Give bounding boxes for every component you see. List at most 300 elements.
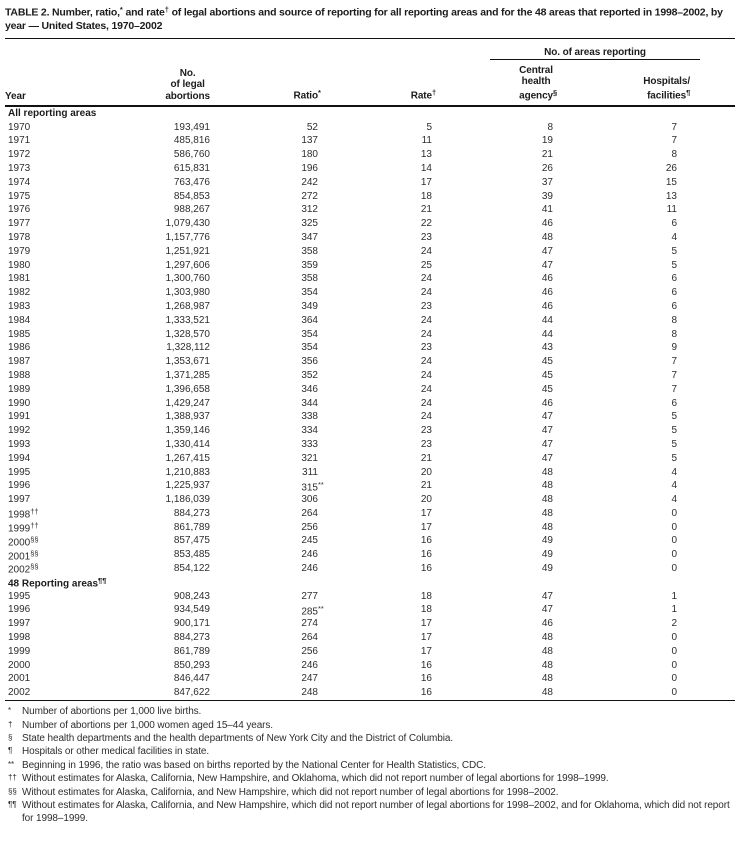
table-row	[5, 631, 735, 645]
year-cell: 1970	[8, 121, 31, 133]
abortions-cell: 586,760	[173, 149, 210, 161]
year-cell: 1981	[8, 273, 31, 285]
ratio-cell: 180	[301, 149, 318, 161]
rate-cell: 21	[420, 452, 432, 464]
central-agency-cell: 48	[541, 632, 553, 644]
rate-cell: 24	[420, 328, 432, 340]
title-dagger-marker: †	[164, 5, 169, 14]
ratio-cell: 321	[301, 452, 318, 464]
year-cell: 1978	[8, 231, 31, 243]
hospitals-cell: 5	[671, 438, 677, 450]
central-agency-cell: 48	[541, 494, 553, 506]
abortions-cell: 1,429,247	[165, 397, 210, 409]
abortions-cell: 988,267	[173, 204, 210, 216]
rate-cell: 16	[420, 549, 432, 561]
central-agency-cell: 47	[541, 245, 553, 257]
table-row	[5, 190, 735, 204]
table-row	[5, 355, 735, 369]
central-agency-cell: 21	[541, 149, 553, 161]
rate-cell: 24	[420, 411, 432, 423]
year-cell: 1996	[8, 604, 31, 616]
year-cell: 1971	[8, 135, 31, 147]
ratio-cell: 338	[301, 411, 318, 423]
central-agency-cell: 47	[541, 411, 553, 423]
central-agency-cell: 45	[541, 356, 553, 368]
table-row	[5, 659, 735, 673]
year-cell: 1979	[8, 245, 31, 257]
section-header-row	[5, 106, 735, 121]
ratio-cell: 354	[301, 328, 318, 340]
ratio-cell: 274	[301, 618, 318, 630]
year-cell: 1993	[8, 438, 31, 450]
central-agency-cell: 47	[541, 452, 553, 464]
hospitals-cell: 9	[671, 342, 677, 354]
year-cell: 1974	[8, 176, 31, 188]
table-row	[5, 134, 735, 148]
table-body	[5, 106, 735, 701]
abortions-cell: 1,225,937	[165, 480, 210, 492]
rate-cell: 20	[420, 466, 432, 478]
rate-cell: 17	[420, 521, 432, 533]
hospitals-cell: 5	[671, 259, 677, 271]
ratio-cell: 246	[301, 549, 318, 561]
ratio-cell: 285**	[301, 603, 324, 618]
abortions-cell: 884,273	[173, 507, 210, 519]
central-agency-cell: 48	[541, 507, 553, 519]
rate-cell: 21	[420, 204, 432, 216]
ratio-cell: 52	[306, 121, 318, 133]
footnote-text: Beginning in 1996, the ratio was based on births reported by the National Center for Health Statistics, CDC.	[22, 759, 486, 771]
abortions-cell: 847,622	[173, 687, 210, 699]
abortions-cell: 934,549	[173, 604, 210, 616]
footnote-marker: §§	[8, 786, 17, 796]
column-header-year: Year	[5, 65, 150, 106]
footnote-text: Number of abortions per 1,000 women aged 15–44 years.	[22, 719, 273, 731]
ratio-cell: 333	[301, 438, 318, 450]
hospitals-cell: 7	[671, 383, 677, 395]
table-row	[5, 604, 735, 618]
abortions-cell: 1,297,606	[165, 259, 210, 271]
central-header-line: Central	[519, 64, 553, 76]
hospitals-cell: 7	[671, 356, 677, 368]
hospitals-cell: 0	[671, 632, 677, 644]
section-header-row	[5, 576, 735, 590]
central-header-line: agency	[519, 90, 553, 102]
central-agency-cell: 26	[541, 162, 553, 174]
abortions-cell: 1,353,671	[165, 356, 210, 368]
footnote	[5, 759, 733, 772]
year-cell: 1997	[8, 494, 31, 506]
year-cell: 1992	[8, 425, 31, 437]
year-cell: 1973	[8, 162, 31, 174]
ratio-cell: 248	[301, 687, 318, 699]
data-table	[5, 39, 735, 702]
section-label-marker: ¶¶	[98, 576, 107, 586]
ratio-cell: 137	[301, 135, 318, 147]
hospitals-cell: 7	[671, 121, 677, 133]
abortions-cell: 1,268,987	[165, 300, 210, 312]
hospitals-cell: 0	[671, 563, 677, 575]
hospitals-cell: 15	[665, 176, 677, 188]
column-header-row	[5, 65, 735, 106]
title-text: and rate	[122, 6, 165, 19]
abortions-cell: 1,251,921	[165, 245, 210, 257]
hospitals-cell: 0	[671, 687, 677, 699]
hospitals-cell: 5	[671, 245, 677, 257]
hospitals-cell: 1	[671, 604, 677, 616]
ratio-cell: 256	[301, 645, 318, 657]
central-agency-cell: 19	[541, 135, 553, 147]
table-row	[5, 617, 735, 631]
rate-cell: 11	[421, 135, 432, 147]
year-cell: 1994	[8, 452, 31, 464]
abortions-cell: 1,388,937	[165, 411, 210, 423]
table-row	[5, 466, 735, 480]
hospitals-cell: 7	[671, 135, 677, 147]
rate-cell: 18	[420, 590, 432, 602]
ratio-cell: 242	[301, 176, 318, 188]
central-agency-cell: 46	[541, 300, 553, 312]
table-row	[5, 203, 735, 217]
spanner-label	[490, 47, 700, 60]
hospitals-cell: 0	[671, 507, 677, 519]
central-agency-cell: 47	[541, 590, 553, 602]
ratio-cell: 306	[301, 494, 318, 506]
abortions-cell: 1,079,430	[165, 218, 210, 230]
ratio-cell: 334	[301, 425, 318, 437]
rate-cell: 23	[420, 231, 432, 243]
year-cell: 2000	[8, 659, 31, 671]
rate-cell: 16	[420, 563, 432, 575]
table-row	[5, 272, 735, 286]
ratio-cell: 356	[301, 356, 318, 368]
ratio-cell: 359	[301, 259, 318, 271]
abortions-cell: 900,171	[173, 618, 210, 630]
footnote-marker: §	[8, 732, 13, 742]
spanner-spacer	[5, 39, 434, 65]
table-row	[5, 286, 735, 300]
rate-cell: 16	[420, 687, 432, 699]
year-marker: ††	[30, 520, 39, 530]
table-row	[5, 300, 735, 314]
hospitals-cell: 5	[671, 411, 677, 423]
ratio-cell: 358	[301, 273, 318, 285]
table-row	[5, 493, 735, 507]
abortions-cell: 1,371,285	[165, 369, 210, 381]
year-cell: 1999††	[8, 520, 39, 535]
hospitals-cell: 5	[671, 452, 677, 464]
spanner-header	[434, 39, 735, 65]
central-agency-cell: 44	[541, 328, 553, 340]
central-agency-cell: 48	[541, 645, 553, 657]
footnote-text: Without estimates for Alaska, California, and New Hampshire, which did not report number of legal abortions for 1998–2002.	[22, 786, 559, 798]
table-row	[5, 176, 735, 190]
spanner-label-text: No. of areas reporting	[544, 46, 646, 58]
ratio-cell: 347	[301, 231, 318, 243]
hospitals-cell: 4	[671, 494, 677, 506]
table-row	[5, 562, 735, 576]
central-agency-cell: 45	[541, 369, 553, 381]
footnote	[5, 799, 733, 826]
column-header-rate: Rate†	[320, 65, 434, 106]
central-agency-cell: 44	[541, 314, 553, 326]
central-agency-cell: 46	[541, 397, 553, 409]
rate-cell: 21	[420, 480, 432, 492]
year-marker: §§	[30, 534, 39, 544]
table-row	[5, 590, 735, 604]
title-text: of legal abortions and source of reporting for all reporting areas and for the 48 areas that reported in 1998–2002, by year — United States, 1970–2002	[5, 6, 723, 32]
rate-cell: 22	[420, 218, 432, 230]
central-agency-cell: 37	[541, 176, 553, 188]
table-row	[5, 548, 735, 562]
hospitals-cell: 5	[671, 425, 677, 437]
abortions-cell: 846,447	[173, 673, 210, 685]
title-text: TABLE 2. Number, ratio,	[5, 6, 120, 19]
abortions-header-line: of legal	[170, 79, 205, 91]
rate-cell: 25	[420, 259, 432, 271]
year-cell: 2000§§	[8, 534, 39, 549]
ratio-cell: 196	[301, 162, 318, 174]
abortions-cell: 857,475	[173, 535, 210, 547]
rate-cell: 13	[420, 149, 432, 161]
year-cell: 1986	[8, 342, 31, 354]
footnote-text: Number of abortions per 1,000 live births.	[22, 706, 202, 718]
abortions-cell: 1,300,760	[165, 273, 210, 285]
year-cell: 1977	[8, 218, 31, 230]
ratio-cell: 354	[301, 342, 318, 354]
ratio-cell: 352	[301, 369, 318, 381]
year-cell: 2001	[8, 673, 31, 685]
hospitals-header-stack: Hospitals/ facilities¶	[643, 75, 691, 102]
year-cell: 1975	[8, 190, 31, 202]
year-cell: 1972	[8, 149, 31, 161]
year-marker: §§	[30, 548, 39, 558]
hospitals-cell: 4	[671, 480, 677, 492]
section-label: 48 Reporting areas¶¶	[8, 576, 107, 590]
table-row	[5, 341, 735, 355]
ratio-cell: 358	[301, 245, 318, 257]
ratio-cell: 247	[301, 673, 318, 685]
table-row	[5, 369, 735, 383]
rate-cell: 17	[420, 645, 432, 657]
table-row	[5, 259, 735, 273]
abortions-cell: 1,210,883	[165, 466, 210, 478]
ratio-cell: 277	[301, 590, 318, 602]
rate-cell: 16	[420, 659, 432, 671]
abortions-cell: 853,485	[173, 549, 210, 561]
abortions-cell: 1,333,521	[165, 314, 210, 326]
spanner-row	[5, 39, 735, 65]
hospitals-cell: 13	[665, 190, 677, 202]
abortions-cell: 485,816	[173, 135, 210, 147]
rate-cell: 18	[420, 190, 432, 202]
abortions-cell: 1,267,415	[165, 452, 210, 464]
central-agency-cell: 47	[541, 604, 553, 616]
table-row	[5, 397, 735, 411]
central-agency-cell: 41	[541, 204, 553, 216]
year-cell: 1990	[8, 397, 31, 409]
ratio-cell: 256	[301, 521, 318, 533]
central-agency-cell: 46	[541, 618, 553, 630]
rate-cell: 17	[420, 618, 432, 630]
abortions-cell: 908,243	[173, 590, 210, 602]
central-agency-cell: 48	[541, 231, 553, 243]
year-cell: 1997	[8, 618, 31, 630]
central-header-line: health	[521, 75, 551, 87]
hospitals-cell: 8	[671, 328, 677, 340]
table-title	[5, 3, 735, 39]
hospitals-cell: 0	[671, 549, 677, 561]
central-header-stack: Central health agency§	[519, 64, 558, 102]
central-agency-cell: 47	[541, 259, 553, 271]
footnote-text: Hospitals or other medical facilities in state.	[22, 746, 210, 758]
rate-cell: 23	[420, 342, 432, 354]
abortions-cell: 854,122	[173, 563, 210, 575]
abortions-cell: 854,853	[173, 190, 210, 202]
rate-cell: 14	[420, 162, 432, 174]
rate-cell: 16	[420, 535, 432, 547]
rate-cell: 16	[420, 673, 432, 685]
abortions-cell: 1,186,039	[165, 494, 210, 506]
table-row	[5, 162, 735, 176]
hospitals-cell: 0	[671, 535, 677, 547]
central-agency-cell: 46	[541, 273, 553, 285]
hospitals-cell: 0	[671, 645, 677, 657]
footnote-text: State health departments and the health departments of New York City and the District of Columbia.	[22, 732, 454, 744]
year-cell: 1985	[8, 328, 31, 340]
central-agency-cell: 47	[541, 438, 553, 450]
year-cell: 1980	[8, 259, 31, 271]
footnote-marker: *	[8, 706, 12, 716]
footnotes	[5, 705, 733, 826]
hospitals-cell: 0	[671, 673, 677, 685]
footnote-marker: ††	[8, 773, 17, 783]
abortions-cell: 1,328,112	[166, 342, 210, 354]
year-cell: 1998	[8, 632, 31, 644]
table-row	[5, 121, 735, 135]
year-marker: §§	[30, 562, 39, 572]
rate-cell: 23	[420, 300, 432, 312]
ratio-cell: 245	[301, 535, 318, 547]
rate-header-text: Rate	[410, 90, 432, 102]
central-agency-cell: 49	[541, 549, 553, 561]
table-row	[5, 507, 735, 521]
rate-cell: 17	[420, 507, 432, 519]
central-agency-cell: 48	[541, 673, 553, 685]
abortions-cell: 861,789	[173, 645, 210, 657]
central-agency-cell: 46	[541, 218, 553, 230]
table-row	[5, 535, 735, 549]
abortions-cell: 1,328,570	[165, 328, 210, 340]
footnote	[5, 745, 733, 758]
hospitals-cell: 8	[671, 314, 677, 326]
abortions-header-stack	[165, 68, 210, 102]
abortions-cell: 615,831	[173, 162, 210, 174]
abortions-cell: 1,359,146	[165, 425, 210, 437]
ratio-cell: 354	[301, 287, 318, 299]
central-agency-cell: 48	[541, 659, 553, 671]
central-agency-cell: 39	[541, 190, 553, 202]
hospitals-header-line: facilities	[647, 90, 687, 102]
ratio-cell: 344	[301, 397, 318, 409]
hospitals-cell: 4	[671, 231, 677, 243]
table-row	[5, 314, 735, 328]
footnote-marker: **	[8, 759, 15, 769]
abortions-cell: 850,293	[173, 659, 210, 671]
rate-cell: 24	[420, 314, 432, 326]
column-header-abortions	[150, 65, 212, 106]
year-cell: 1991	[8, 411, 31, 423]
rate-cell: 24	[420, 369, 432, 381]
year-cell: 1995	[8, 466, 31, 478]
table-row	[5, 521, 735, 535]
table-row	[5, 231, 735, 245]
year-cell: 1995	[8, 590, 31, 602]
abortions-cell: 1,330,414	[165, 438, 210, 450]
table-row	[5, 410, 735, 424]
central-agency-cell: 48	[541, 480, 553, 492]
abortions-cell: 1,303,980	[165, 287, 210, 299]
central-agency-cell: 46	[541, 287, 553, 299]
rate-cell: 24	[420, 273, 432, 285]
table-row	[5, 217, 735, 231]
footnote-marker: ¶¶	[8, 800, 17, 809]
year-cell: 1996	[8, 480, 31, 492]
ratio-cell: 264	[301, 632, 318, 644]
abortions-cell: 193,491	[173, 121, 210, 133]
ratio-cell: 315**	[301, 479, 324, 494]
table-row	[5, 479, 735, 493]
hospitals-cell: 6	[671, 218, 677, 230]
table-row	[5, 424, 735, 438]
section-label: All reporting areas	[8, 107, 97, 119]
table-row	[5, 686, 735, 700]
hospitals-cell: 0	[671, 659, 677, 671]
rate-cell: 23	[420, 425, 432, 437]
abortions-cell: 861,789	[173, 521, 210, 533]
table-row	[5, 383, 735, 397]
footnote	[5, 786, 733, 799]
hospitals-cell: 8	[671, 149, 677, 161]
rate-cell: 24	[420, 397, 432, 409]
column-header-hospitals	[555, 65, 735, 106]
footnote	[5, 719, 733, 732]
year-cell: 1998††	[8, 507, 39, 521]
hospitals-cell: 7	[671, 369, 677, 381]
footnote-text: Without estimates for Alaska, California, and New Hampshire, which did not report number of legal abortions for 1998–2002, and for Oklahoma, which did not report for 1998–1999.	[22, 800, 730, 825]
year-cell: 1987	[8, 356, 31, 368]
footnote-marker: ¶	[8, 746, 13, 756]
ratio-cell: 364	[301, 314, 318, 326]
central-agency-cell: 49	[541, 563, 553, 575]
ratio-cell: 311	[302, 466, 318, 478]
rate-cell: 23	[420, 438, 432, 450]
footnote	[5, 732, 733, 745]
table-row	[5, 645, 735, 659]
year-cell: 1989	[8, 383, 31, 395]
central-agency-cell: 48	[541, 521, 553, 533]
year-marker: ††	[30, 507, 39, 517]
abortions-cell: 763,476	[173, 176, 210, 188]
column-header-central-agency	[434, 64, 558, 106]
footnote	[5, 772, 733, 785]
ratio-cell: 246	[301, 563, 318, 575]
hospitals-cell: 11	[666, 204, 677, 216]
rate-cell: 24	[420, 356, 432, 368]
ratio-cell: 272	[301, 190, 318, 202]
table-row	[5, 245, 735, 259]
abortions-cell: 1,396,658	[165, 383, 210, 395]
